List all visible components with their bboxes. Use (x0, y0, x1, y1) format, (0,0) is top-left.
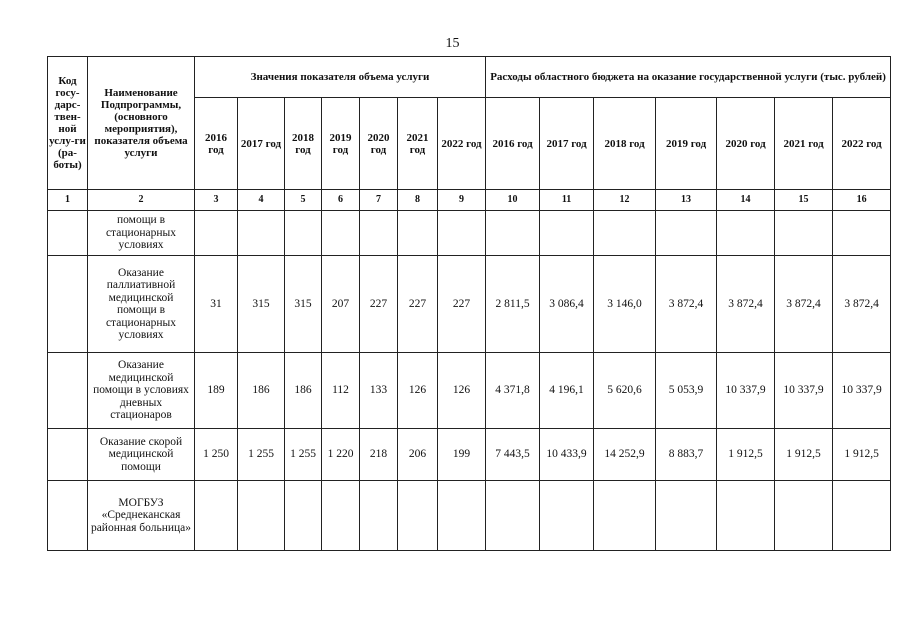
header-volume-year: 2022 год (438, 98, 486, 190)
volume-value: 315 (285, 256, 322, 353)
header-name: Наименование Подпрограммы, (основного мероприятия), показателя объема услуги (88, 57, 195, 190)
row-code (48, 481, 88, 551)
volume-value: 112 (322, 353, 360, 429)
page-number: 15 (445, 36, 460, 51)
budget-value: 1 912,5 (833, 429, 891, 481)
volume-value: 1 250 (195, 429, 238, 481)
budget-value (717, 211, 775, 256)
budget-value: 8 883,7 (656, 429, 717, 481)
volume-value (438, 211, 486, 256)
header-volume-year: 2018 год (285, 98, 322, 190)
header-volume-year: 2016 год (195, 98, 238, 190)
column-number: 2 (88, 190, 195, 211)
volume-value (238, 481, 285, 551)
column-number: 12 (594, 190, 656, 211)
row-name: Оказание скорой медицинской помощи (88, 429, 195, 481)
header-budget-year: 2016 год (486, 98, 540, 190)
volume-value (195, 211, 238, 256)
budget-value: 1 912,5 (775, 429, 833, 481)
column-number: 4 (238, 190, 285, 211)
budget-value (656, 211, 717, 256)
budget-value: 10 337,9 (717, 353, 775, 429)
budget-value (717, 481, 775, 551)
budget-value: 3 872,4 (717, 256, 775, 353)
budget-value (833, 211, 891, 256)
row-code (48, 256, 88, 353)
column-number: 7 (360, 190, 398, 211)
volume-value (438, 481, 486, 551)
header-budget-year: 2017 год (540, 98, 594, 190)
volume-value: 1 255 (238, 429, 285, 481)
column-number: 13 (656, 190, 717, 211)
header-volume-year: 2019 год (322, 98, 360, 190)
volume-value: 133 (360, 353, 398, 429)
volume-value (398, 481, 438, 551)
volume-value: 126 (438, 353, 486, 429)
volume-value (322, 481, 360, 551)
volume-value (360, 211, 398, 256)
header-volume-year: 2017 год (238, 98, 285, 190)
header-budget-year: 2022 год (833, 98, 891, 190)
column-number: 11 (540, 190, 594, 211)
column-number: 9 (438, 190, 486, 211)
header-code: Код госу-дарс-твен-ной услу-ги (ра-боты) (48, 57, 88, 190)
volume-value (195, 481, 238, 551)
budget-value: 3 086,4 (540, 256, 594, 353)
column-number: 1 (48, 190, 88, 211)
header-volume-group: Значения показателя объема услуги (195, 57, 486, 98)
header-budget-year: 2019 год (656, 98, 717, 190)
volume-value (285, 481, 322, 551)
table-row (48, 429, 891, 481)
table-row (48, 353, 891, 429)
volume-value (238, 211, 285, 256)
column-number: 15 (775, 190, 833, 211)
budget-value: 7 443,5 (486, 429, 540, 481)
budget-value: 10 433,9 (540, 429, 594, 481)
budget-value: 5 620,6 (594, 353, 656, 429)
volume-value: 199 (438, 429, 486, 481)
row-name: помощи в стационарных условиях (88, 211, 195, 256)
header-volume-year: 2020 год (360, 98, 398, 190)
budget-value: 4 371,8 (486, 353, 540, 429)
row-name: Оказание паллиативной медицинской помощи в стационарных условиях (88, 256, 195, 353)
budget-value: 1 912,5 (717, 429, 775, 481)
budget-value (540, 481, 594, 551)
budget-value (833, 481, 891, 551)
header-volume-year: 2021 год (398, 98, 438, 190)
budget-value: 3 146,0 (594, 256, 656, 353)
budget-value (594, 481, 656, 551)
row-name: Оказание медицинской помощи в условиях дневных стационаров (88, 353, 195, 429)
budget-value: 10 337,9 (775, 353, 833, 429)
header-budget-year: 2021 год (775, 98, 833, 190)
budget-value: 3 872,4 (656, 256, 717, 353)
volume-value: 189 (195, 353, 238, 429)
budget-value (775, 481, 833, 551)
budget-value: 14 252,9 (594, 429, 656, 481)
volume-value (360, 481, 398, 551)
services-table (47, 56, 891, 551)
header-budget-year: 2018 год (594, 98, 656, 190)
volume-value: 227 (398, 256, 438, 353)
volume-value: 186 (238, 353, 285, 429)
table-row (48, 481, 891, 551)
column-number: 10 (486, 190, 540, 211)
budget-value (540, 211, 594, 256)
budget-value: 5 053,9 (656, 353, 717, 429)
header-budget-year: 2020 год (717, 98, 775, 190)
volume-value: 186 (285, 353, 322, 429)
volume-value: 1 220 (322, 429, 360, 481)
column-number: 6 (322, 190, 360, 211)
budget-value: 2 811,5 (486, 256, 540, 353)
budget-value (486, 211, 540, 256)
volume-value (285, 211, 322, 256)
volume-value: 227 (360, 256, 398, 353)
budget-value (594, 211, 656, 256)
volume-value: 1 255 (285, 429, 322, 481)
volume-value (398, 211, 438, 256)
column-number: 8 (398, 190, 438, 211)
table-row (48, 256, 891, 353)
budget-value (486, 481, 540, 551)
header-budget-group: Расходы областного бюджета на оказание государственной услуги (тыс. рублей) (486, 57, 891, 98)
volume-value: 31 (195, 256, 238, 353)
volume-value: 218 (360, 429, 398, 481)
volume-value: 315 (238, 256, 285, 353)
volume-value: 227 (438, 256, 486, 353)
budget-value (775, 211, 833, 256)
volume-value (322, 211, 360, 256)
budget-value: 10 337,9 (833, 353, 891, 429)
row-name: МОГБУЗ «Среднеканская районная больница» (88, 481, 195, 551)
column-number: 16 (833, 190, 891, 211)
budget-value: 3 872,4 (775, 256, 833, 353)
volume-value: 206 (398, 429, 438, 481)
column-number: 5 (285, 190, 322, 211)
table-row (48, 211, 891, 256)
volume-value: 207 (322, 256, 360, 353)
row-code (48, 211, 88, 256)
column-number: 3 (195, 190, 238, 211)
column-number: 14 (717, 190, 775, 211)
row-code (48, 429, 88, 481)
budget-value: 3 872,4 (833, 256, 891, 353)
budget-value (656, 481, 717, 551)
volume-value: 126 (398, 353, 438, 429)
row-code (48, 353, 88, 429)
budget-value: 4 196,1 (540, 353, 594, 429)
